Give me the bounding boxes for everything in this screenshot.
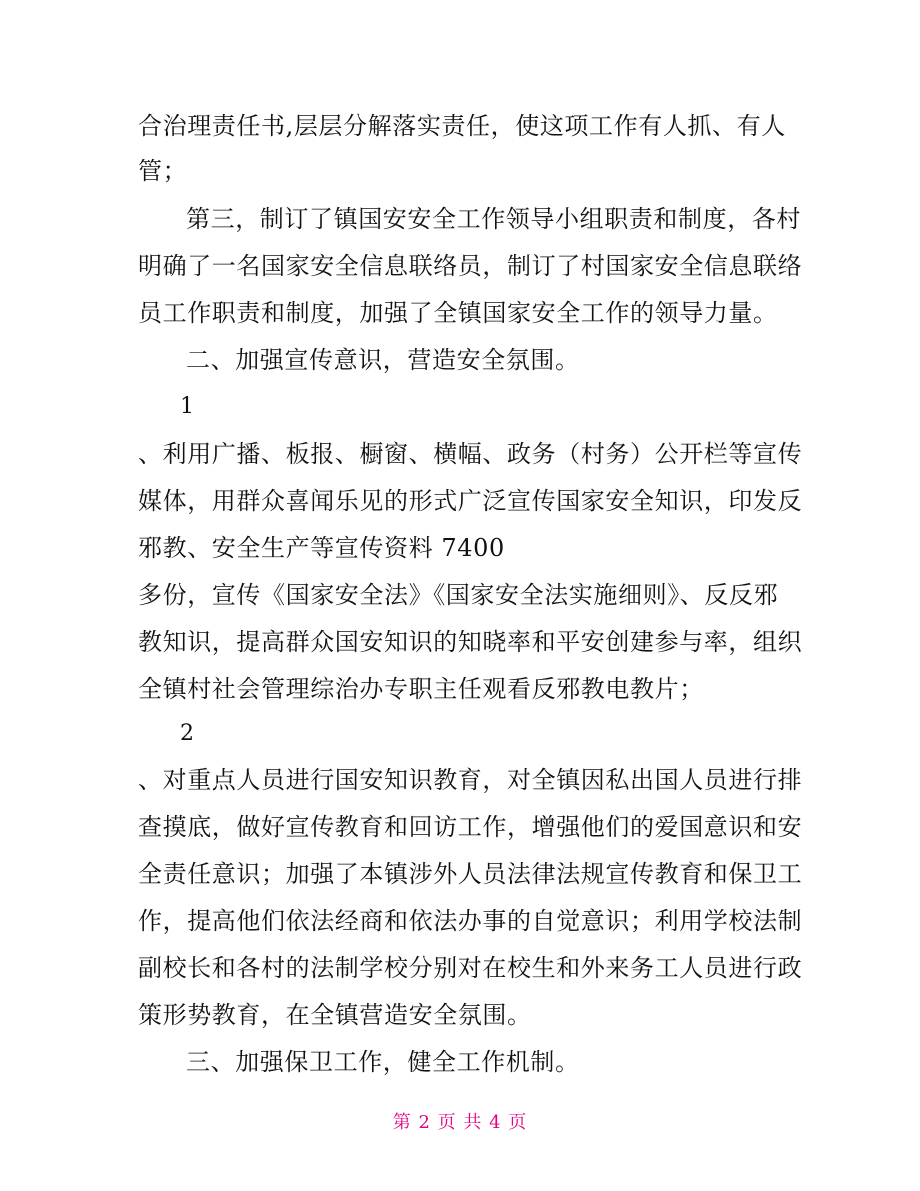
text-line: 副校长和各村的法制学校分别对在校生和外来务工人员进行政: [138, 954, 803, 982]
section-heading-2: 二、加强宣传意识，营造安全氛围。: [186, 346, 580, 374]
text-line: 多份，宣传《国家安全法》《国家安全法实施细则》、反反邪: [138, 581, 779, 609]
text-line: 邪教、安全生产等宣传资料 7400: [138, 534, 505, 562]
text-line: 明确了一名国家安全信息联络员，制订了村国家安全信息联络: [138, 252, 803, 280]
text-line: 管；: [138, 157, 188, 185]
text-line: 查摸底，做好宣传教育和回访工作，增强他们的爱国意识和安: [138, 813, 803, 841]
paragraph-start-line: 第三，制订了镇国安安全工作领导小组职责和制度，各村: [186, 205, 801, 233]
page-number-footer: 第 2 页 共 4 页: [392, 1112, 528, 1133]
text-line: 全镇村社会管理综治办专职主任观看反邪教电教片；: [138, 675, 704, 703]
text-line: 策形势教育，在全镇营造安全氛围。: [138, 1001, 532, 1029]
text-line: 、利用广播、板报、橱窗、横幅、政务（村务）公开栏等宣传: [138, 440, 803, 468]
text-line: 全责任意识；加强了本镇涉外人员法律法规宣传教育和保卫工: [138, 860, 803, 888]
text-line: 、对重点人员进行国安知识教育，对全镇因私出国人员进行排: [138, 766, 803, 794]
section-heading-3: 三、加强保卫工作，健全工作机制。: [186, 1048, 580, 1076]
text-line: 作，提高他们依法经商和依法办事的自觉意识；利用学校法制: [138, 907, 803, 935]
text-line: 媒体，用群众喜闻乐见的形式广泛宣传国家安全知识，印发反: [138, 487, 803, 515]
list-number-2: 2: [180, 721, 195, 746]
text-line: 教知识，提高群众国安知识的知晓率和平安创建参与率，组织: [138, 628, 803, 656]
text-line: 合治理责任书,层层分解落实责任，使这项工作有人抓、有人: [138, 112, 786, 140]
list-number-1: 1: [180, 394, 195, 419]
text-line: 员工作职责和制度，加强了全镇国家安全工作的领导力量。: [138, 299, 778, 327]
